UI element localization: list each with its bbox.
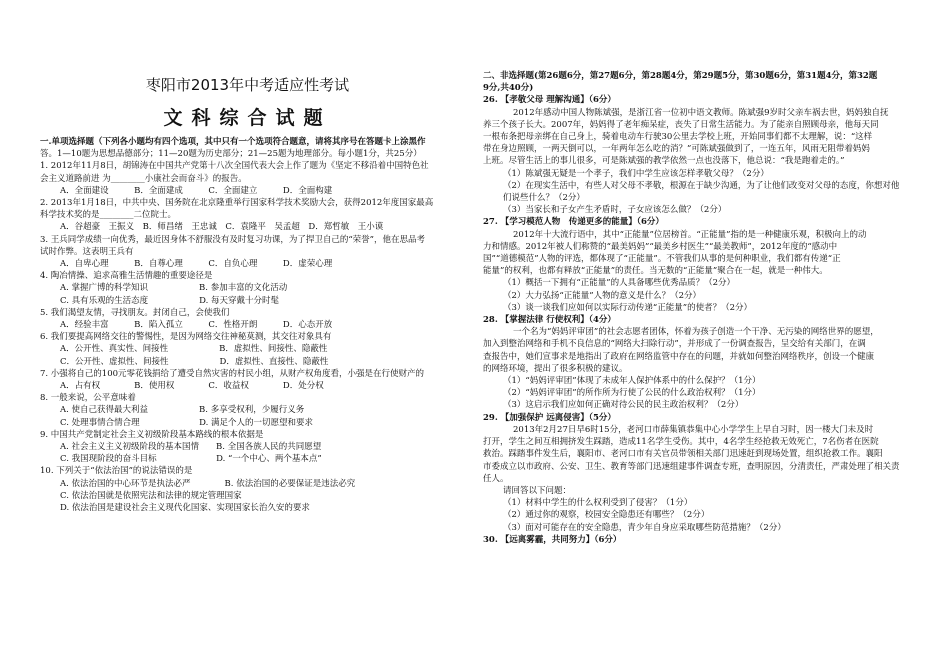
question-3: 3. 王兵同学成绩一向优秀，最近因身体不舒服没有及时复习功课，为了捍卫自己的“荣誉”，他在思品考 [40, 234, 426, 245]
question-27-text-2: 力和情感。2012年被人们称赞的“最美妈妈”“最美乡村医生”“最美教师”，2012年度的“感动中 [483, 241, 838, 252]
question-28-text-4: 的网络环境，提出了很多积极的建议。 [483, 363, 628, 374]
question-10: 10. 下列关于“依法治国”的说法错误的是 [40, 466, 193, 477]
question-27-text: 2012年十大流行语中，其中“正能量”位居榜首。“正能量”指的是一种健康乐观，积极向上的动 [513, 229, 867, 240]
question-27-sub-1: （1）概括一下拥有“正能量”的人具备哪些优秀品质？（2分） [503, 278, 736, 289]
question-10-option-c: C. 依法治国就是依照宪法和法律的规定管理国家 [60, 490, 242, 501]
question-2-options: A．谷超豪 王振义 B．师昌绪 王忠诚 C．袁隆平 吴孟超 D．郑哲敏 王小谟 [60, 222, 384, 233]
question-26-title: 26. 【孝敬父母 理解沟通】（6分） [483, 95, 616, 106]
question-3-options: A．自卑心理 B．自尊心理 C．自负心理 D．虚荣心理 [60, 259, 333, 270]
exam-title: 枣阳市2013年中考适应性考试 [145, 76, 350, 94]
question-28-text-2: 加入到整治网络和手机不良信息的“网络大扫除行动”，并形成了一份调查报告，呈交给有关部门，在调 [483, 339, 866, 350]
question-1-options: A．全面建设 B．全面建成 C．全面建立 D．全面构建 [60, 185, 333, 196]
question-1: 1. 2012年11月8日，胡锦涛在中国共产党第十八次全国代表大会上作了题为《坚定不移沿着中国特色社 [40, 161, 429, 172]
question-29-sub-3: （3）面对可能存在的安全隐患，青少年自身应采取哪些防范措施？（2分） [503, 522, 786, 533]
question-5-options: A．经验丰富 B．陷入孤立 C．性格开朗 D．心态开放 [60, 320, 333, 331]
question-7-options: A．占有权 B．使用权 C．收益权 D．处分权 [60, 381, 324, 392]
question-27-sub-2: （2）大力弘扬“正能量”人物的意义是什么？（2分） [503, 290, 702, 301]
question-28-title: 28. 【掌握法律 行使权利】（4分） [483, 315, 616, 326]
question-29-text-3: 救治。踩踏事件发生后，襄阳市、老河口市有关官员带领相关部门迅速赶到现场处置，组织抢救工作。襄阳 [483, 449, 883, 460]
question-8-options-cd: C. 处理事情合情合理 D. 满足个人的一切愿望和要求 [60, 417, 314, 428]
question-2-cont: 科学技术奖的是________二位院士。 [40, 210, 177, 221]
question-9-options-ab: A. 社会主义主义初级阶段的基本国情 B. 全国各族人民的共同愿望 [60, 442, 322, 453]
section-two-heading: 二、非选择题(第26题6分，第27题6分，第28题4分，第29题5分，第30题6分，第31题4分，第32题 [483, 71, 878, 81]
paper-title: 文科综合试题 [163, 107, 332, 129]
question-3-cont: 试时作弊。这表明王兵有 [40, 246, 134, 257]
question-7: 7. 小强将自己的100元零花钱捐给了遭受自然灾害的村民小组，从财产权角度看，小强是在行使财产的 [40, 368, 425, 379]
question-26-sub-3: （3）当家长和子女产生矛盾时，子女应该怎么做？（2分） [503, 205, 727, 216]
question-26-text: 2012年感动中国人物陈斌强，是浙江省一位初中语文教师。陈斌强9岁时父亲车祸去世，妈妈独自抚 [513, 107, 889, 118]
question-6: 6. 我们要提高网络交往的警惕性，是因为网络交往神秘莫测，其交往对象具有 [40, 332, 332, 343]
question-29-text-4: 市委成立以市政府、公安、卫生、教育等部门迅速组建事件调查专班，查明原因，分清责任，严肃处理了相关责 [483, 461, 900, 472]
question-28-sub-3: （3）这启示我们应如何正确对待公民的民主政治权利？（2分） [503, 400, 744, 411]
question-10-option-d: D. 依法治国是建设社会主义现代化国家、实现国家长治久安的要求 [60, 503, 310, 514]
question-5: 5. 我们渴望友情，寻找朋友。封闭自己，会使我们 [40, 307, 230, 318]
question-10-options-ab: A. 依法治国的中心环节是执法必严 B. 依法治国的必要保证是违法必究 [60, 478, 356, 489]
question-26-text-2: 养三个孩子长大。2007年，妈妈得了老年痴呆症，丧失了日常生活能力。为了能亲自照顾母亲，他每天同 [483, 119, 879, 130]
question-26-sub-2-cont: 们说些什么？（2分） [503, 193, 585, 204]
question-28-text: 一个名为“妈妈评审团”的社会志愿者团体，怀着为孩子创造一个干净、无污染的网络世界的愿望， [513, 327, 879, 338]
question-28-sub-2: （2）“妈妈评审团”的所作所为行使了公民的什么政治权利？（1分） [503, 388, 761, 399]
question-27-text-3: 国”“道德模范”人物的评选，都体现了“正能量”。不管我们从事的是何种职业，我们都有传递“正 [483, 254, 841, 265]
question-9: 9. 中国共产党制定社会主义初级阶段基本路线的根本依据是 [40, 429, 264, 440]
question-27-text-4: 能量”的权利，也都有释放“正能量”的责任。当无数的“正能量”聚合在一起，就是一种伟大。 [483, 266, 828, 277]
question-29-text-2: 打开，学生之间互相拥挤发生踩踏，造成11名学生受伤。其中，4名学生经抢救无效死亡，7名伤者在医院 [483, 437, 879, 448]
question-8: 8. 一般来说，公平意味着 [40, 393, 136, 404]
section-one-heading: 一.单项选择题（下列各小题均有四个选项，其中只有一个选项符合题意，请将其序号在答题卡上涂黑作 [40, 137, 426, 147]
question-4-options-cd: C. 具有乐观的生活态度 D. 每天穿戴十分时髦 [60, 295, 280, 306]
question-27-sub-3: （3）谈一谈我们应如何以实际行动传递“正能量”的使者？（2分） [503, 302, 753, 313]
question-6-options-ab: A．公开性、真实性、间接性 B．虚拟性、间接性、隐蔽性 [60, 344, 328, 355]
section-two-heading-cont: 9分,共40分) [483, 83, 534, 94]
question-26-sub-1: （1）陈斌强无疑是一个孝子，我们中学生应该怎样孝敬父母？（2分） [503, 168, 769, 179]
question-29-prompt: 请回答以下问题： [503, 485, 572, 496]
question-28-sub-1: （1）“妈妈评审团”体现了未成年人保护体系中的什么保护？（1分） [503, 376, 761, 387]
question-29-sub-2: （2）通过你的观察，校园安全隐患还有哪些？（2分） [503, 510, 710, 521]
question-29-text: 2013年2月27日早6时15分，老河口市薛集镇恭集中心小学学生上早自习时，因一楼大门未及时 [513, 424, 874, 435]
question-8-options-ab: A. 使自己获得最大利益 B. 多享受权利，少履行义务 [60, 405, 305, 416]
question-30-title: 30. 【远离雾霾，共同努力】（6分） [483, 534, 622, 545]
question-4-options-ab: A. 掌握广博的科学知识 B. 参加丰富的文化活动 [60, 283, 288, 294]
question-2: 2. 2013年1月18日，中共中央、国务院在北京隆重举行国家科学技术奖励大会，获得2012年度国家最高 [40, 198, 434, 209]
question-1-cont: 会主义道路前进 为________小康社会而奋斗》的报告。 [40, 173, 247, 184]
question-28-text-3: 查报告中，她们宣事求是地指出了政府在网络监管中存在的问题，并就如何整治网络秩序，创设一个健康 [483, 351, 875, 362]
section-one-instructions: 答。1—10题为思想品德部分；11—20题为历史部分；21—25题为地理部分。每小题1分，共25分） [40, 149, 422, 160]
question-26-text-5: 上班。尽管生活上的事儿很多，可是陈斌强的教学依然一点也没落下，他总说：“我是跑着走的。” [483, 156, 845, 167]
question-6-options-cd: C．公开性、虚拟性、间接性 D．虚拟性、直接性、隐蔽性 [60, 356, 329, 367]
question-9-options-cd: C. 我国现阶段的奋斗目标 D. “一个中心、两个基本点” [60, 454, 322, 465]
question-29-sub-1: （1）材料中学生的什么权利受到了侵害？（1分） [503, 498, 693, 509]
question-26-text-3: 一根布条把母亲绑在自己身上，骑着电动车行驶30公里去学校上班，开始同事们都不太理解，说：“这样 [483, 132, 873, 143]
question-26-sub-2: （2）在现实生活中，有些人对父母不孝敬，根源在于缺少沟通，为了让他们改变对父母的态度，你想对他 [503, 180, 900, 191]
question-29-text-5: 任人。 [483, 473, 509, 484]
question-29-title: 29. 【加强保护 远离侵害】（5分） [483, 412, 616, 423]
question-4: 4. 陶冶情操、追求高雅生活情趣的重要途径是 [40, 271, 213, 282]
question-27-title: 27. 【学习模范人物 传递更多的能量】（6分） [483, 217, 664, 228]
question-26-text-4: 带在身边照顾，一两天倒可以，一年两年怎么吃的消？”可陈斌强做到了，一连五年，风雨无阻带着妈妈 [483, 144, 870, 155]
